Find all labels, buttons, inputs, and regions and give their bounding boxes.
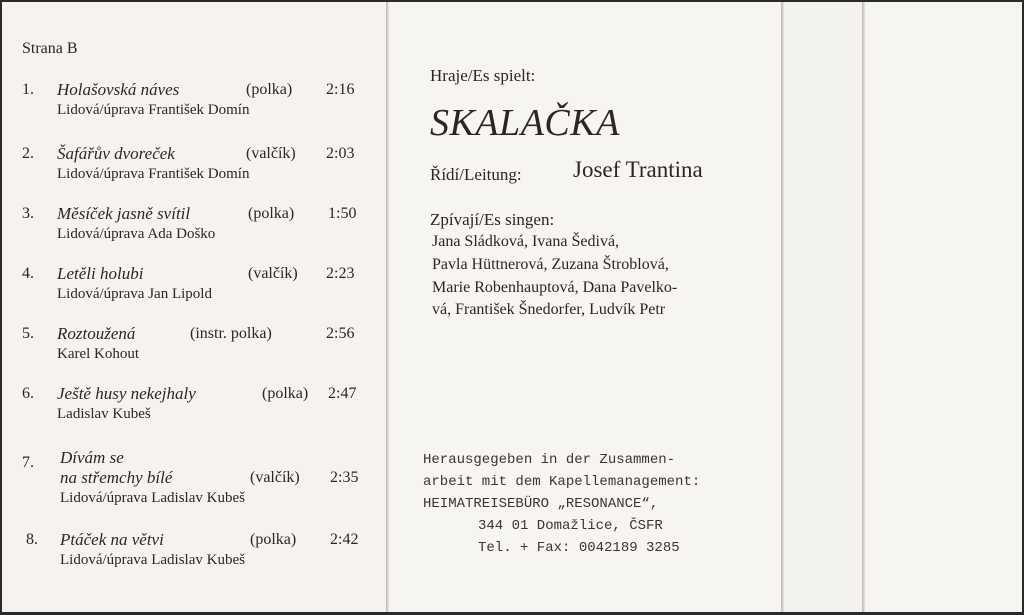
track-title: Roztoužená xyxy=(57,324,136,343)
track-genre: (polka) xyxy=(246,81,293,98)
track-genre: (valčík) xyxy=(246,145,296,162)
track-title: Letěli holubi xyxy=(57,264,144,283)
spine-panel xyxy=(784,2,862,612)
track-number: 1. xyxy=(22,81,34,98)
track-number: 8. xyxy=(26,531,38,548)
track-duration: 2:35 xyxy=(330,469,359,486)
track-credit: Lidová/úprava Jan Lipold xyxy=(57,286,212,302)
publisher-line: Tel. + Fax: 0042189 3285 xyxy=(478,540,680,556)
performer-label: Hraje/Es spielt: xyxy=(430,66,536,85)
track-genre: (polka) xyxy=(250,531,297,548)
track-credit: Lidová/úprava Ladislav Kubeš xyxy=(60,490,245,506)
track-number: 3. xyxy=(22,205,34,222)
track-credit: Lidová/úprava František Domín xyxy=(57,102,250,118)
publisher-line: arbeit mit dem Kapellemanagement: xyxy=(423,474,701,490)
track-genre: (polka) xyxy=(248,205,295,222)
publisher-line: Herausgegeben in der Zusammen- xyxy=(423,452,676,468)
track-genre: (valčík) xyxy=(250,469,300,486)
track-credit: Karel Kohout xyxy=(57,346,140,362)
track-duration: 2:16 xyxy=(326,81,355,98)
track-duration: 2:47 xyxy=(328,385,357,402)
track-duration: 1:50 xyxy=(328,205,357,222)
track-duration: 2:23 xyxy=(326,265,355,282)
track-genre: (polka) xyxy=(262,385,309,402)
conductor-name: Josef Trantina xyxy=(573,157,703,182)
track-credit: Lidová/úprava Ada Doško xyxy=(57,226,216,242)
track-credit: Ladislav Kubeš xyxy=(57,406,151,422)
track-number: 4. xyxy=(22,265,34,282)
singers-line: vá, František Šnedorfer, Ludvík Petr xyxy=(432,301,666,318)
track-duration: 2:42 xyxy=(330,531,359,548)
track-title: Šafářův dvoreček xyxy=(57,144,175,163)
conductor-label: Řídí/Leitung: xyxy=(430,165,522,184)
performer-name: SKALAČKA xyxy=(430,102,620,144)
track-duration: 2:56 xyxy=(326,325,355,342)
publisher-line: 344 01 Domažlice, ČSFR xyxy=(478,518,663,534)
track-number: 2. xyxy=(22,145,34,162)
singers-label: Zpívají/Es singen: xyxy=(430,210,555,229)
singers-line: Jana Sládková, Ivana Šedivá, xyxy=(432,233,620,250)
track-title: Měsíček jasně svítil xyxy=(57,204,191,223)
track-credit: Lidová/úprava František Domín xyxy=(57,166,250,182)
track-number: 7. xyxy=(22,454,34,471)
track-genre: (instr. polka) xyxy=(190,325,272,342)
track-title: Dívám se xyxy=(60,448,124,467)
track-title-line2: na střemchy bílé xyxy=(60,468,173,487)
track-title: Holašovská náves xyxy=(57,80,180,99)
track-number: 6. xyxy=(22,385,34,402)
track-genre: (valčík) xyxy=(248,265,298,282)
side-label: Strana B xyxy=(22,40,78,57)
track-credit: Lidová/úprava Ladislav Kubeš xyxy=(60,552,245,568)
track-title: Ptáček na větvi xyxy=(60,530,164,549)
singers-line: Marie Robenhauptová, Dana Pavelko- xyxy=(432,279,678,296)
track-number: 5. xyxy=(22,325,34,342)
publisher-line: HEIMATREISEBÜRO „RESONANCE“, xyxy=(423,496,659,512)
track-title: Ještě husy nekejhaly xyxy=(57,384,196,403)
track-duration: 2:03 xyxy=(326,145,355,162)
singers-line: Pavla Hüttnerová, Zuzana Štroblová, xyxy=(432,256,669,273)
flap-panel xyxy=(865,2,1022,612)
